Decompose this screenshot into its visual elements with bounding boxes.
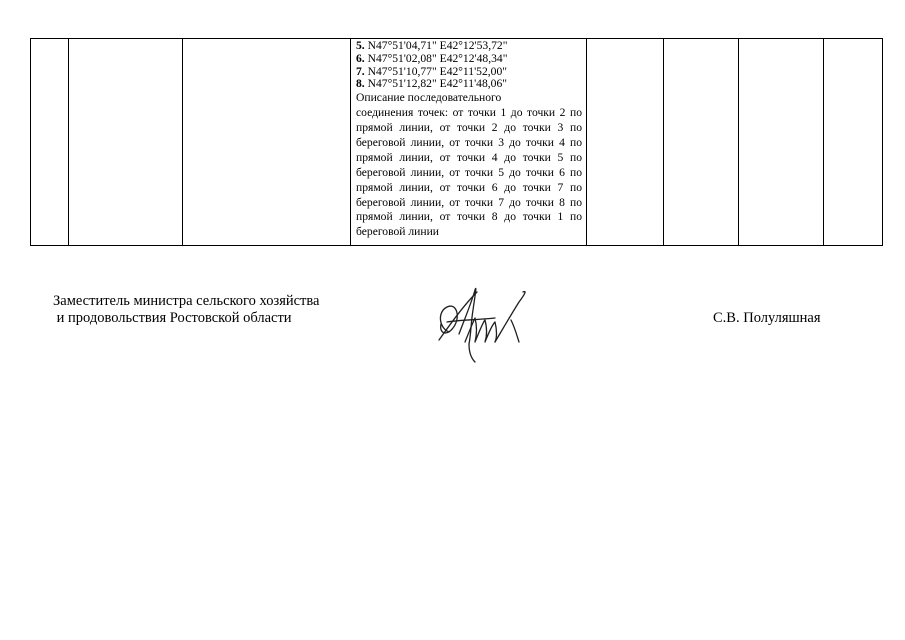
- table-cell-empty-2: [664, 39, 739, 246]
- table-cell-name: [69, 39, 183, 246]
- connection-description: Описание последовательного соединения точек: от точки 1 до точки 2 по прямой линии, от точки 2 до точки 3 по береговой линии, от точки 3 до точки 4 по прямой линии, от точки 4 до точки 5 по береговой линии, от точки 5 до точки 6 по прямой линии, от точки 6 до точки 7 по береговой линии, от точки 7 до точки 8 по прямой линии, от точки 8 до точки 1 по береговой линии: [356, 91, 582, 239]
- table-cell-empty-1: [587, 39, 664, 246]
- coordinate-point-5: 5. N47°51'04,71" E42°12'53,72": [356, 39, 508, 52]
- coordinate-point-6: 6. N47°51'02,08" E42°12'48,34": [356, 51, 508, 65]
- table-cell-location: [183, 39, 351, 246]
- coordinate-point-8: 8. N47°51'12,82" E42°11'48,06": [356, 77, 507, 91]
- handwritten-signature: [425, 282, 537, 367]
- signatory-position: Заместитель министра сельского хозяйства и продовольствия Ростовской области: [53, 293, 320, 326]
- table-cell-number: [31, 39, 69, 246]
- table-cell-empty-4: [824, 39, 883, 246]
- table-row: [31, 39, 883, 246]
- coordinate-point-7: 7. N47°51'10,77" E42°11'52,00": [356, 64, 507, 78]
- document-table: [30, 38, 883, 246]
- signatory-name: С.В. Полуляшная: [713, 310, 821, 326]
- table-cell-coordinates: [351, 39, 587, 246]
- table-cell-empty-3: [739, 39, 824, 246]
